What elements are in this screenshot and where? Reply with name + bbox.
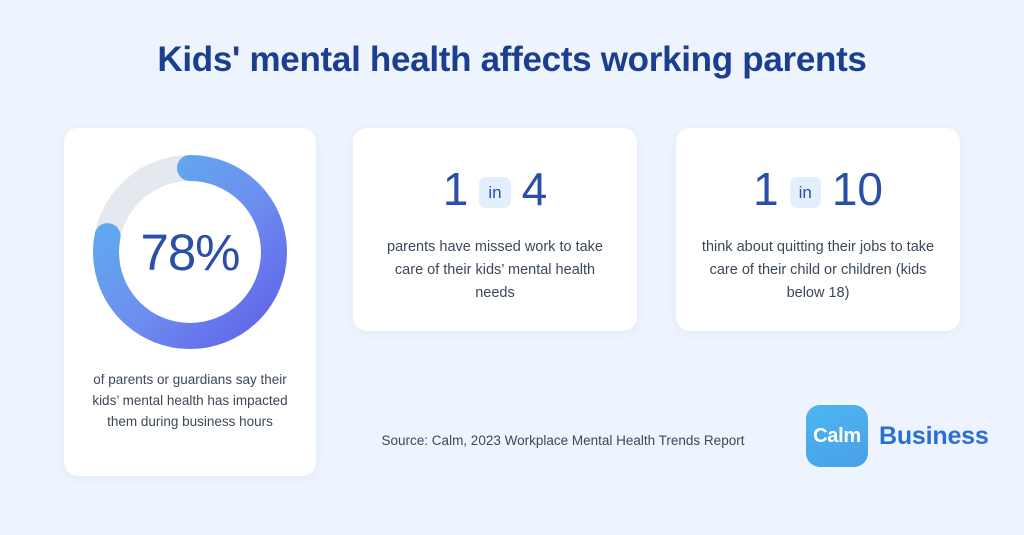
ratio-separator-2: in: [790, 177, 821, 208]
calm-logo-icon: [806, 405, 868, 467]
donut-center-value: 78%: [140, 223, 240, 281]
ratio-stat-card-1: [353, 128, 637, 331]
donut-caption: of parents or guardians say their kids’ mental health has impacted them during business hours: [92, 372, 288, 429]
ratio-numerator-1: 1: [442, 163, 469, 215]
business-wordmark: Business: [879, 421, 989, 450]
source-note: Source: Calm, 2023 Workplace Mental Health Trends Report: [381, 433, 745, 448]
ratio-numerator-2: 1: [753, 163, 779, 215]
ratio-separator-1: in: [479, 177, 510, 208]
donut-chart: [84, 146, 296, 358]
page-title: Kids' mental health affects working parents: [157, 40, 867, 79]
ratio-caption-2: think about quitting their jobs to take care of their child or children (kids below 18): [701, 239, 935, 302]
ratio-denominator-1: 4: [521, 163, 548, 215]
ratio-row-1: [353, 163, 637, 215]
calm-logo-text: Calm: [813, 424, 861, 447]
ratio-stat-card-2: [676, 128, 960, 331]
ratio-caption-1: parents have missed work to take care of their kids’ mental health needs: [387, 239, 603, 302]
donut-stat-card: [64, 128, 316, 476]
ratio-row-2: [676, 163, 960, 215]
ratio-denominator-2: 10: [831, 163, 883, 215]
calm-business-logo: [806, 405, 989, 467]
